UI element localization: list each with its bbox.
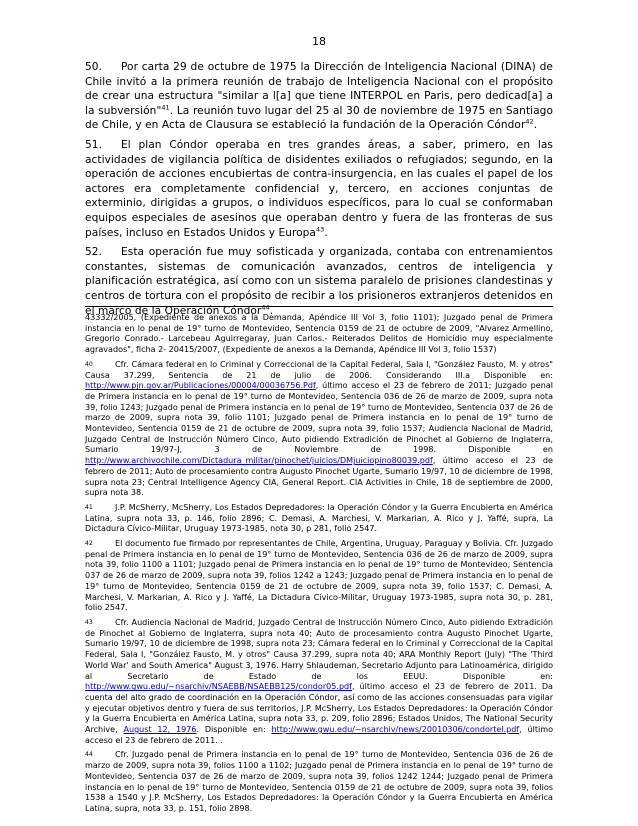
footnote-continuation: 43332/2005, (Expediente de anexos a la Demanda, Apéndice III Vol 3, folio 1101); Juzgado penal de Primera instancia en lo penal de 19° turno de Montevideo, Sentencia 0159 de 21 de octubre de 2009, "Alvarez Armellino, Gregorio Conrado.- Larcebeau Aguirregaray, Juan Carlos.- Reiterados Delitos de Homicidio muy especialmente agravados", ficha 2- 20415/2007, (Expediente de anexos a la Demanda, Apéndice III Vol 3, folio 1537): [85, 313, 553, 355]
footnote-link[interactable]: http://www.gwu.edu/~nsarchiv/NSAEBB/NSAEBB125/condor05.pdf: [85, 682, 352, 692]
footnote-number: 40: [85, 360, 93, 368]
footnotes: [85, 313, 553, 819]
footnote-link[interactable]: http://www.gwu.edu/~nsarchiv/news/20010306/condortel.pdf: [271, 725, 520, 735]
paragraph-text: .: [324, 226, 328, 239]
footnote-ref[interactable]: 44: [261, 302, 270, 311]
footnote-link[interactable]: http://www.archivochile.com/Dictadura_militar/pinochet/juicios/DMjuiciopino80039.pdf: [85, 456, 433, 466]
paragraph-text: Esta operación fue muy sofisticada y organizada, contaba con entrenamientos constantes, sistemas de comunicación avanzados, centros de inteligencia y planificación estratégica, así como con un sistema paralelo de prisiones clandestinas y centros de tortura con el propósito de recibir a los prisioneros extranjeros detenidos en el marco de la Operación Cóndor: [85, 246, 553, 317]
paragraph-text: . La reunión tuvo lugar del 25 al 30 de noviembre de 1975 en Santiago de Chile, y en Acta de Clausura se estableció la fundación de la Operación Cóndor: [85, 104, 553, 132]
footnote-text: Cfr. Audiencia Nacional de Madrid, Juzgado Central de Instrucción Número Cinco, Auto pidiendo Extradición de Pinochet al Gobierno de Inglaterra, supra nota 40; Auto de procesamiento contra Augusto Pinochet Ugarte, Sumario 19/97, 10 de diciembre de 1998, supra nota 23; Cámara federal en lo Criminal y Correccional de la Capital Federal, Sala I, "González Fausto, M. y otros" Causa 37.299, supra nota 40; ARA Monthly Report (July) "The 'Third World War' and South America" August 3, 1976. Harry Shlaudeman, Secretario Adjunto para Latinoamérica, dirigido al Secretario de Estado de los EEUU. Disponible en:: [85, 617, 553, 681]
footnote-text: El documento fue firmado por representantes de Chile, Argentina, Uruguay, Paraguay y Bolivia. Cfr. Juzgado penal de Primera instancia en lo penal de 19° turno de Montevideo, Sentencia 036 de 26 de marzo de 2009, supra nota 39, folio 1100 a 1101; Juzgado penal de Primera instancia en lo penal de 19° turno de Montevideo, Sentencia 037 de 26 de marzo de 2009, supra nota 39, folios 1242 a 1243; Juzgado penal de Primera instancia en lo penal de 19° turno de Montevideo, Sentencia 0159 de 21 de octubre de 2009, supra nota 39, folio 1537; C. Demasi, A. Marchesi, V. Markarian, A. Rico y J. Yaffé, La Dictadura Cívico-Militar, Uruguay 1973-1985, supra nota 30, p. 281, folio 2547.: [85, 539, 553, 613]
footnote-42: [85, 539, 553, 614]
footnote-44: [85, 750, 553, 814]
paragraph-text: .: [533, 119, 538, 132]
footnote-text: Cfr. Juzgado penal de Primera instancia en lo penal de 19° turno de Montevideo, Sentencia 036 de 26 de marzo de 2009, supra nota 39, folios 1100 a 1102; Juzgado penal de Primera instancia en lo penal de 19° turno de Montevideo, Sentencia 037 de 26 de marzo de 2009, supra nota 39, folios 1242 1244; Juzgado penal de Primera instancia en lo penal de 19° turno de Montevideo, Sentencia 0159 de 21 de octubre de 2009, supra nota 39, folios 1538 a 1540 y J.P. McSherry, Los Estados Depredadores: la Operación Cóndor y la Guerra Encubierta en América Latina, supra, nota 33, p. 151, folio 2898.: [85, 750, 553, 813]
footnote-number: 42: [85, 540, 93, 548]
footnote-43: [85, 618, 553, 746]
paragraph-number: 52.: [85, 246, 102, 259]
footnote-ref[interactable]: 43: [315, 225, 325, 233]
footnote-41: [85, 503, 553, 535]
footnote-number: 43: [85, 618, 93, 626]
footnote-text: , último acceso el 23 de febrero de 2011; Juzgado penal de Primera instancia en lo penal de 19° turno de Montevideo, Sentencia 036 de 26 de marzo de 2009, supra nota 39, folio 1243; Juzgado penal de Primera instancia en lo penal de 19° turno de Montevideo, Sentencia 037 de 26 de marzo de 2009, supra nota 39, folio 1101; Juzgado penal de Primera instancia en lo penal de 19° turno de Montevideo, Sentencia 0159 de 21 de octubre de 2009, supra nota 39, folio 1537; Audiencia Nacional de Madrid, Juzgado Central de Instrucción Número Cinco, Auto pidiendo Extradición de Pinochet al Gobierno de Inglaterra, Sumario 19/97-J, 3 de Noviembre de 1998. Disponible en: [85, 381, 553, 455]
footnote-text: J.P. McSherry, McSherry, Los Estados Depredadores: la Operación Cóndor y la Guerra Encubierta en América Latina, supra nota 33, p. 146, folio 2896; C. Demasi, A. Marchesi, V. Markarian, A. Rico y J. Yaffé, supra, La Dictadura Cívico-Militar, Uruguay 1973-1985, nota 30, p 281, folio 2547.: [85, 502, 553, 534]
footnote-link[interactable]: August 12, 1976: [123, 725, 197, 735]
footnote-separator: [85, 306, 553, 307]
paragraph-50: [85, 60, 553, 133]
footnote-link[interactable]: http://www.pjn.gov.ar/Publicaciones/00004/00036756.Pdf: [85, 381, 316, 391]
footnote-text: , último acceso el 23 de febrero de 2011. Da cuenta del alto grado de coordinación en la Operación Cóndor, así como de las acciones consensuadas para vigilar y ejecutar objetivos dentro y fuera de sus territorios, J.P. McSherry, Los Estados Depredadores: la Operación Cóndor y la Guerra Encubierta en América Latina, supra nota 33, p. 209, folio 2896; Estados Unidos, The National Security Archive,: [85, 682, 553, 735]
footnote-text: , último acceso el 23 de febrero de 2011; Auto de procesamiento contra Augusto Pinochet Ugarte, Sumario 19/97, 10 de diciembre de 1998, supra nota 23; Central Intelligence Agency CIA, General Report. CIA Activities in Chile, 18 de septiembre de 2000, supra nota 38.: [85, 456, 553, 498]
main-body: [85, 60, 553, 323]
footnote-number: 44: [85, 751, 93, 759]
paragraph-text: Por carta 29 de octubre de 1975 la Dirección de Inteligencia Nacional (DINA) de Chile invitó a la primera reunión de trabajo de Inteligencia Nacional con el propósito de crear una estructura "similar a l[a] que tiene INTERPOL en Paris, pero dedicad[a] a la subversión": [85, 61, 553, 117]
paragraph-number: 51.: [85, 138, 102, 151]
paragraph-text: El plan Cóndor operaba en tres grandes áreas, a saber, primero, en las actividades de vigilancia política de disidentes exiliados o refugiados; segundo, en la operación de acciones encubiertas de contra-insurgencia, en las cuales el papel de los actores era completamente confidencial y, tercero, en acciones conjuntas de exterminio, dirigidas a grupos, o individuos específicos, para lo cual se conformaban equipos especiales de asesinos que operaban dentro y fuera de las fronteras de sus países, incluso en Estados Unidos y Europa: [85, 138, 553, 239]
footnote-ref[interactable]: 41: [161, 103, 170, 112]
paragraph-51: [85, 138, 553, 240]
paragraph-number: 50.: [85, 61, 102, 73]
footnote-text: Cfr. Cámara federal en lo Criminal y Correccional de la Capital Federal, Sala I, "González Fausto, M. y otros" Causa 37.299, Sentencia de 21 de julio de 2006. Considerando III.a Disponible en:: [85, 359, 553, 380]
paragraph-text: .: [269, 304, 274, 317]
footnote-40: [85, 360, 553, 499]
page-number: 18: [312, 35, 326, 48]
footnote-text: . Disponible en:: [196, 725, 272, 735]
paragraph-52: [85, 245, 553, 318]
footnote-text: , último acceso el 23 de febrero de 2011. .: [85, 725, 553, 745]
footnote-number: 41: [85, 503, 93, 511]
footnote-ref[interactable]: 42: [525, 117, 534, 126]
